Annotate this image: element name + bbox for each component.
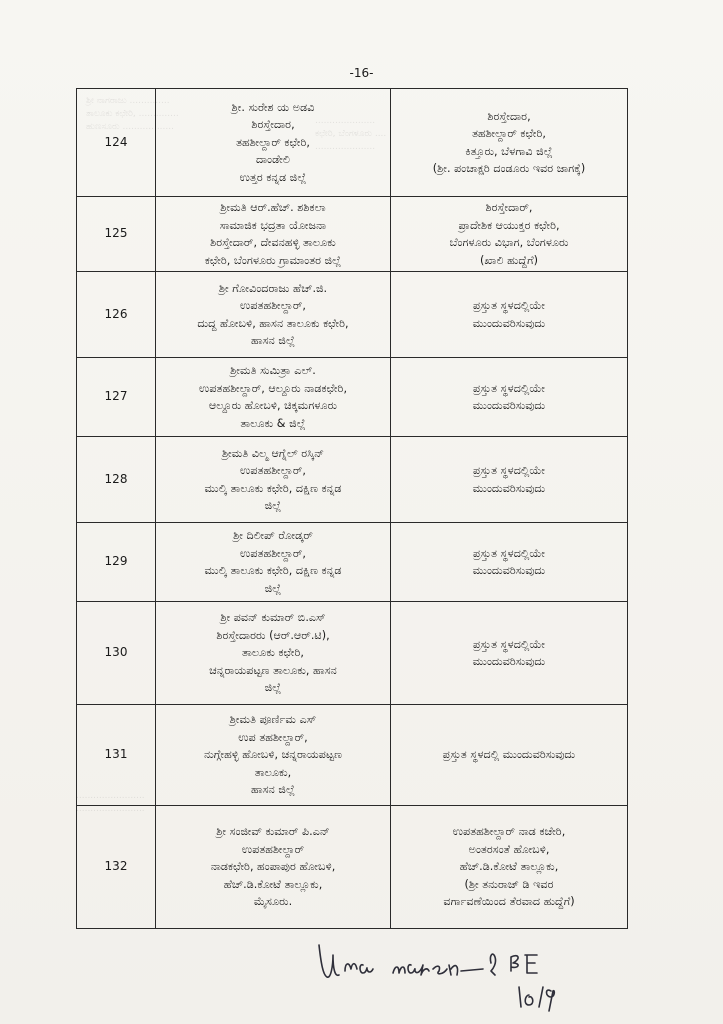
posting-cell [391, 705, 628, 806]
officer-line: ಶಿರಸ್ತೇದಾರ, [251, 118, 295, 132]
officer-line: ಶಿರಸ್ತೇದಾರ್, ದೇವನಹಳ್ಳಿ ತಾಲೂಕು [210, 236, 336, 249]
posting-line: ಅಂತರಸಂತೆ ಹೋಬಳಿ, [468, 842, 550, 856]
officer-line: ಉಪತಹಶೀಲ್ದಾರ್, [240, 546, 306, 560]
serial-number-cell: 128 [77, 437, 156, 523]
officer-line: ತಾಲೂಕು ಕಛೇರಿ, [242, 646, 304, 660]
officer-cell [156, 272, 391, 358]
posting-line: ಪ್ರಸ್ತುತ ಸ್ಥಳದಲ್ಲಿಯೇ [472, 637, 546, 651]
posting-line: ಮುಂದುವರಿಸುವುದು [472, 655, 546, 668]
serial-number-cell: 129 [77, 523, 156, 602]
officer-line: ಆಲ್ದೂರು ಹೋಬಳಿ, ಚಿಕ್ಕಮಗಳೂರು [208, 399, 338, 412]
serial-number-cell: 126 [77, 272, 156, 358]
officer-line: ಉಪತಹಶೀಲ್ದಾರ್, [240, 464, 306, 477]
posting-line: (ಶ್ರೀ ತನುರಾಜ್ ಡಿ ಇವರ [464, 877, 554, 891]
officer-line: ದಾಂಡೇಲಿ [255, 153, 291, 167]
posting-line: (ಶ್ರೀ. ಪಂಚಾಕ್ಷರಿ ದಂಡೂರು ಇವರ ಜಾಗಕ್ಕೆ) [432, 162, 586, 175]
bleed-through-text: ........................ ........................ [76, 791, 145, 814]
posting-line: ಮುಂದುವರಿಸುವುದು [472, 316, 546, 330]
officer-line: ಶ್ರೀ ಗೋವಿಂದರಾಜು ಹೆಚ್.ಜಿ. [218, 281, 328, 295]
officer-cell [156, 806, 391, 929]
officer-line: ಹಾಸನ ಜಿಲ್ಲೆ [251, 783, 295, 797]
officer-line: ಉತ್ತರ ಕನ್ನಡ ಜಿಲ್ಲೆ [239, 170, 307, 184]
posting-line: ಬೆಂಗಳೂರು ವಿಭಾಗ, ಬೆಂಗಳೂರು [449, 236, 569, 249]
officer-line: ತಹಶೀಲ್ದಾರ್ ಕಛೇರಿ, [236, 135, 310, 149]
posting-line: ಕಿತ್ತೂರು, ಬೆಳಗಾವಿ ಜಿಲ್ಲೆ [465, 144, 553, 158]
posting-cell [391, 523, 628, 602]
table-row [77, 272, 628, 358]
officer-cell [156, 437, 391, 523]
officer-line: ಶ್ರೀ. ಸುರೇಶ ಯ ಅಡವಿ [231, 100, 315, 114]
posting-line: ಉಪತಹಶೀಲ್ದಾರ್ ನಾಡ ಕಚೇರಿ, [452, 825, 566, 839]
officer-line: ಶಿರಸ್ತೇದಾರರು (ಆರ್.ಆರ್.ಟಿ), [216, 628, 330, 642]
officer-line: ಉಪತಹಶೀಲ್ದಾರ್ [241, 842, 305, 856]
serial-number-cell: 125 [77, 197, 156, 272]
table-row [77, 602, 628, 705]
serial-number-cell: 127 [77, 358, 156, 437]
table-row [77, 523, 628, 602]
records-table [76, 88, 628, 929]
posting-line: ಶಿರಸ್ತೇದಾರ, [487, 109, 531, 123]
posting-line: ಪ್ರಸ್ತುತ ಸ್ಥಳದಲ್ಲಿ ಮುಂದುವರಿಸುವುದು [442, 748, 576, 762]
posting-line: ಪ್ರಾದೇಶಿಕ ಆಯುಕ್ತರ ಕಛೇರಿ, [458, 218, 560, 232]
table-row [77, 705, 628, 806]
posting-line: ತಹಶೀಲ್ದಾರ್ ಕಛೇರಿ, [472, 127, 546, 140]
posting-line: ಪ್ರಸ್ತುತ ಸ್ಥಳದಲ್ಲಿಯೇ [472, 464, 546, 477]
posting-cell [391, 602, 628, 705]
posting-cell [391, 358, 628, 437]
posting-line: ಮುಂದುವರಿಸುವುದು [472, 564, 546, 577]
officer-line: ಉಪತಹಶೀಲ್ದಾರ್, [240, 299, 306, 312]
officer-cell [156, 523, 391, 602]
officer-cell [156, 602, 391, 705]
officer-cell [156, 197, 391, 272]
officer-line: ಶ್ರೀ ದಿಲೀಪ್ ರೋಡ್ಕರ್ [233, 529, 313, 542]
officer-line: ಜಿಲ್ಲೆ [264, 499, 282, 512]
officer-line: ಶ್ರೀಮತಿ ಸುಮಿತ್ರಾ ಎಲ್. [230, 364, 316, 377]
table-row [77, 358, 628, 437]
officer-line: ಮುಲ್ಕಿ ತಾಲೂಕು ಕಛೇರಿ, ದಕ್ಷಿಣ ಕನ್ನಡ [204, 481, 342, 495]
serial-number-cell: 132 [77, 806, 156, 929]
posting-line: (ಖಾಲಿ ಹುದ್ದೆಗೆ) [479, 253, 538, 267]
posting-cell [391, 197, 628, 272]
officer-line: ಹೆಚ್.ಡಿ.ಕೋಟೆ ತಾಲ್ಲೂಕು, [223, 877, 323, 891]
officer-line: ಹಾಸನ ಜಿಲ್ಲೆ [251, 334, 295, 347]
officer-line: ದುದ್ದ ಹೋಬಳಿ, ಹಾಸನ ತಾಲೂಕು ಕಛೇರಿ, [197, 316, 349, 330]
officer-line: ಶ್ರೀಮತಿ ಪೂರ್ಣಿಮ ಎಸ್ [229, 713, 317, 727]
serial-number-cell: 130 [77, 602, 156, 705]
posting-cell [391, 89, 628, 197]
table-row [77, 806, 628, 929]
bleed-through-text: ..................... ಕಛೇರಿ, ಬೆಂಗಳೂರು .... ..................... [315, 116, 387, 152]
posting-line: ಪ್ರಸ್ತುತ ಸ್ಥಳದಲ್ಲಿಯೇ [472, 299, 546, 312]
officer-line: ಚನ್ನರಾಯಪಟ್ಟಣ ತಾಲೂಕು, ಹಾಸನ [209, 663, 337, 677]
posting-line: ಪ್ರಸ್ತುತ ಸ್ಥಳದಲ್ಲಿಯೇ [472, 546, 546, 560]
officer-line: ಶ್ರೀ ಪವನ್ ಕುಮಾರ್ ಬಿ.ಎಸ್ [220, 611, 326, 625]
officer-line: ಶ್ರೀಮತಿ ವಿಲ್ಮ ಆಗ್ನೆಲ್ ರಸ್ಕಿನ್ [221, 446, 325, 460]
officer-line: ಉಪ ತಹಶೀಲ್ದಾರ್, [238, 730, 308, 744]
posting-cell [391, 806, 628, 929]
officer-line: ಮುಲ್ಕಿ ತಾಲೂಕು ಕಛೇರಿ, ದಕ್ಷಿಣ ಕನ್ನಡ [204, 564, 342, 577]
officer-line: ತಾಲೂಕು, [254, 765, 292, 779]
bleed-through-text: ಶ್ರೀ ನಾಗರಾಜು .............. ತಾಲೂಕು ಕಛೇರಿ, .............. ಹುಣಸೂರು .................. [86, 96, 179, 132]
posting-line: ಶಿರಸ್ತೇದಾರ್, [485, 201, 533, 214]
table-row [77, 197, 628, 272]
officer-line: ಕಛೇರಿ, ಬೆಂಗಳೂರು ಗ್ರಾಮಾಂತರ ಜಿಲ್ಲೆ [204, 253, 342, 267]
officer-line: ಸಾಮಾಜಿಕ ಭದ್ರತಾ ಯೋಜನಾ [219, 218, 327, 232]
officer-cell [156, 358, 391, 437]
officer-line: ನುಗ್ಗೇಹಳ್ಳಿ ಹೋಬಳಿ, ಚನ್ನರಾಯಪಟ್ಟಣ [203, 748, 343, 762]
officer-line: ಶ್ರೀಮತಿ ಆರ್.ಹೆಚ್. ಶಶಿಕಲಾ [220, 201, 326, 214]
table-row [77, 437, 628, 523]
posting-line: ಹೆಚ್.ಡಿ.ಕೋಟೆ ತಾಲ್ಲೂಕು, [459, 860, 559, 874]
serial-number-cell: 124 [77, 89, 156, 197]
posting-cell [391, 437, 628, 523]
posting-line: ಪ್ರಸ್ತುತ ಸ್ಥಳದಲ್ಲಿಯೇ [472, 381, 546, 395]
page-number: -16- [349, 66, 374, 80]
signature [315, 935, 615, 1015]
officer-cell [156, 705, 391, 806]
officer-line: ಶ್ರೀ ಸಂಜೀವ್ ಕುಮಾರ್ ಪಿ.ಎನ್ [216, 825, 330, 839]
officer-line: ಜಿಲ್ಲೆ [264, 681, 282, 695]
posting-cell [391, 272, 628, 358]
officer-line: ಮೈಸೂರು. [253, 895, 293, 909]
serial-number-cell: 131 [77, 705, 156, 806]
posting-line: ಮುಂದುವರಿಸುವುದು [472, 481, 546, 495]
officer-line: ತಾಲೂಕು & ಜಿಲ್ಲೆ [240, 416, 306, 430]
officer-cell [156, 89, 391, 197]
posting-line: ವರ್ಗಾವಣೆಯಿಂದ ತೆರವಾದ ಹುದ್ದೆಗೆ) [443, 895, 575, 909]
officer-line: ಜಿಲ್ಲೆ [264, 581, 282, 595]
table-row [77, 89, 628, 197]
posting-line: ಮುಂದುವರಿಸುವುದು [472, 399, 546, 412]
officer-line: ಉಪತಹಶೀಲ್ದಾರ್, ಆಲ್ದೂರು ನಾಡಕಛೇರಿ, [198, 381, 348, 395]
officer-line: ನಾಡಕಛೇರಿ, ಹಂಪಾಪುರ ಹೋಬಳಿ, [210, 860, 336, 874]
